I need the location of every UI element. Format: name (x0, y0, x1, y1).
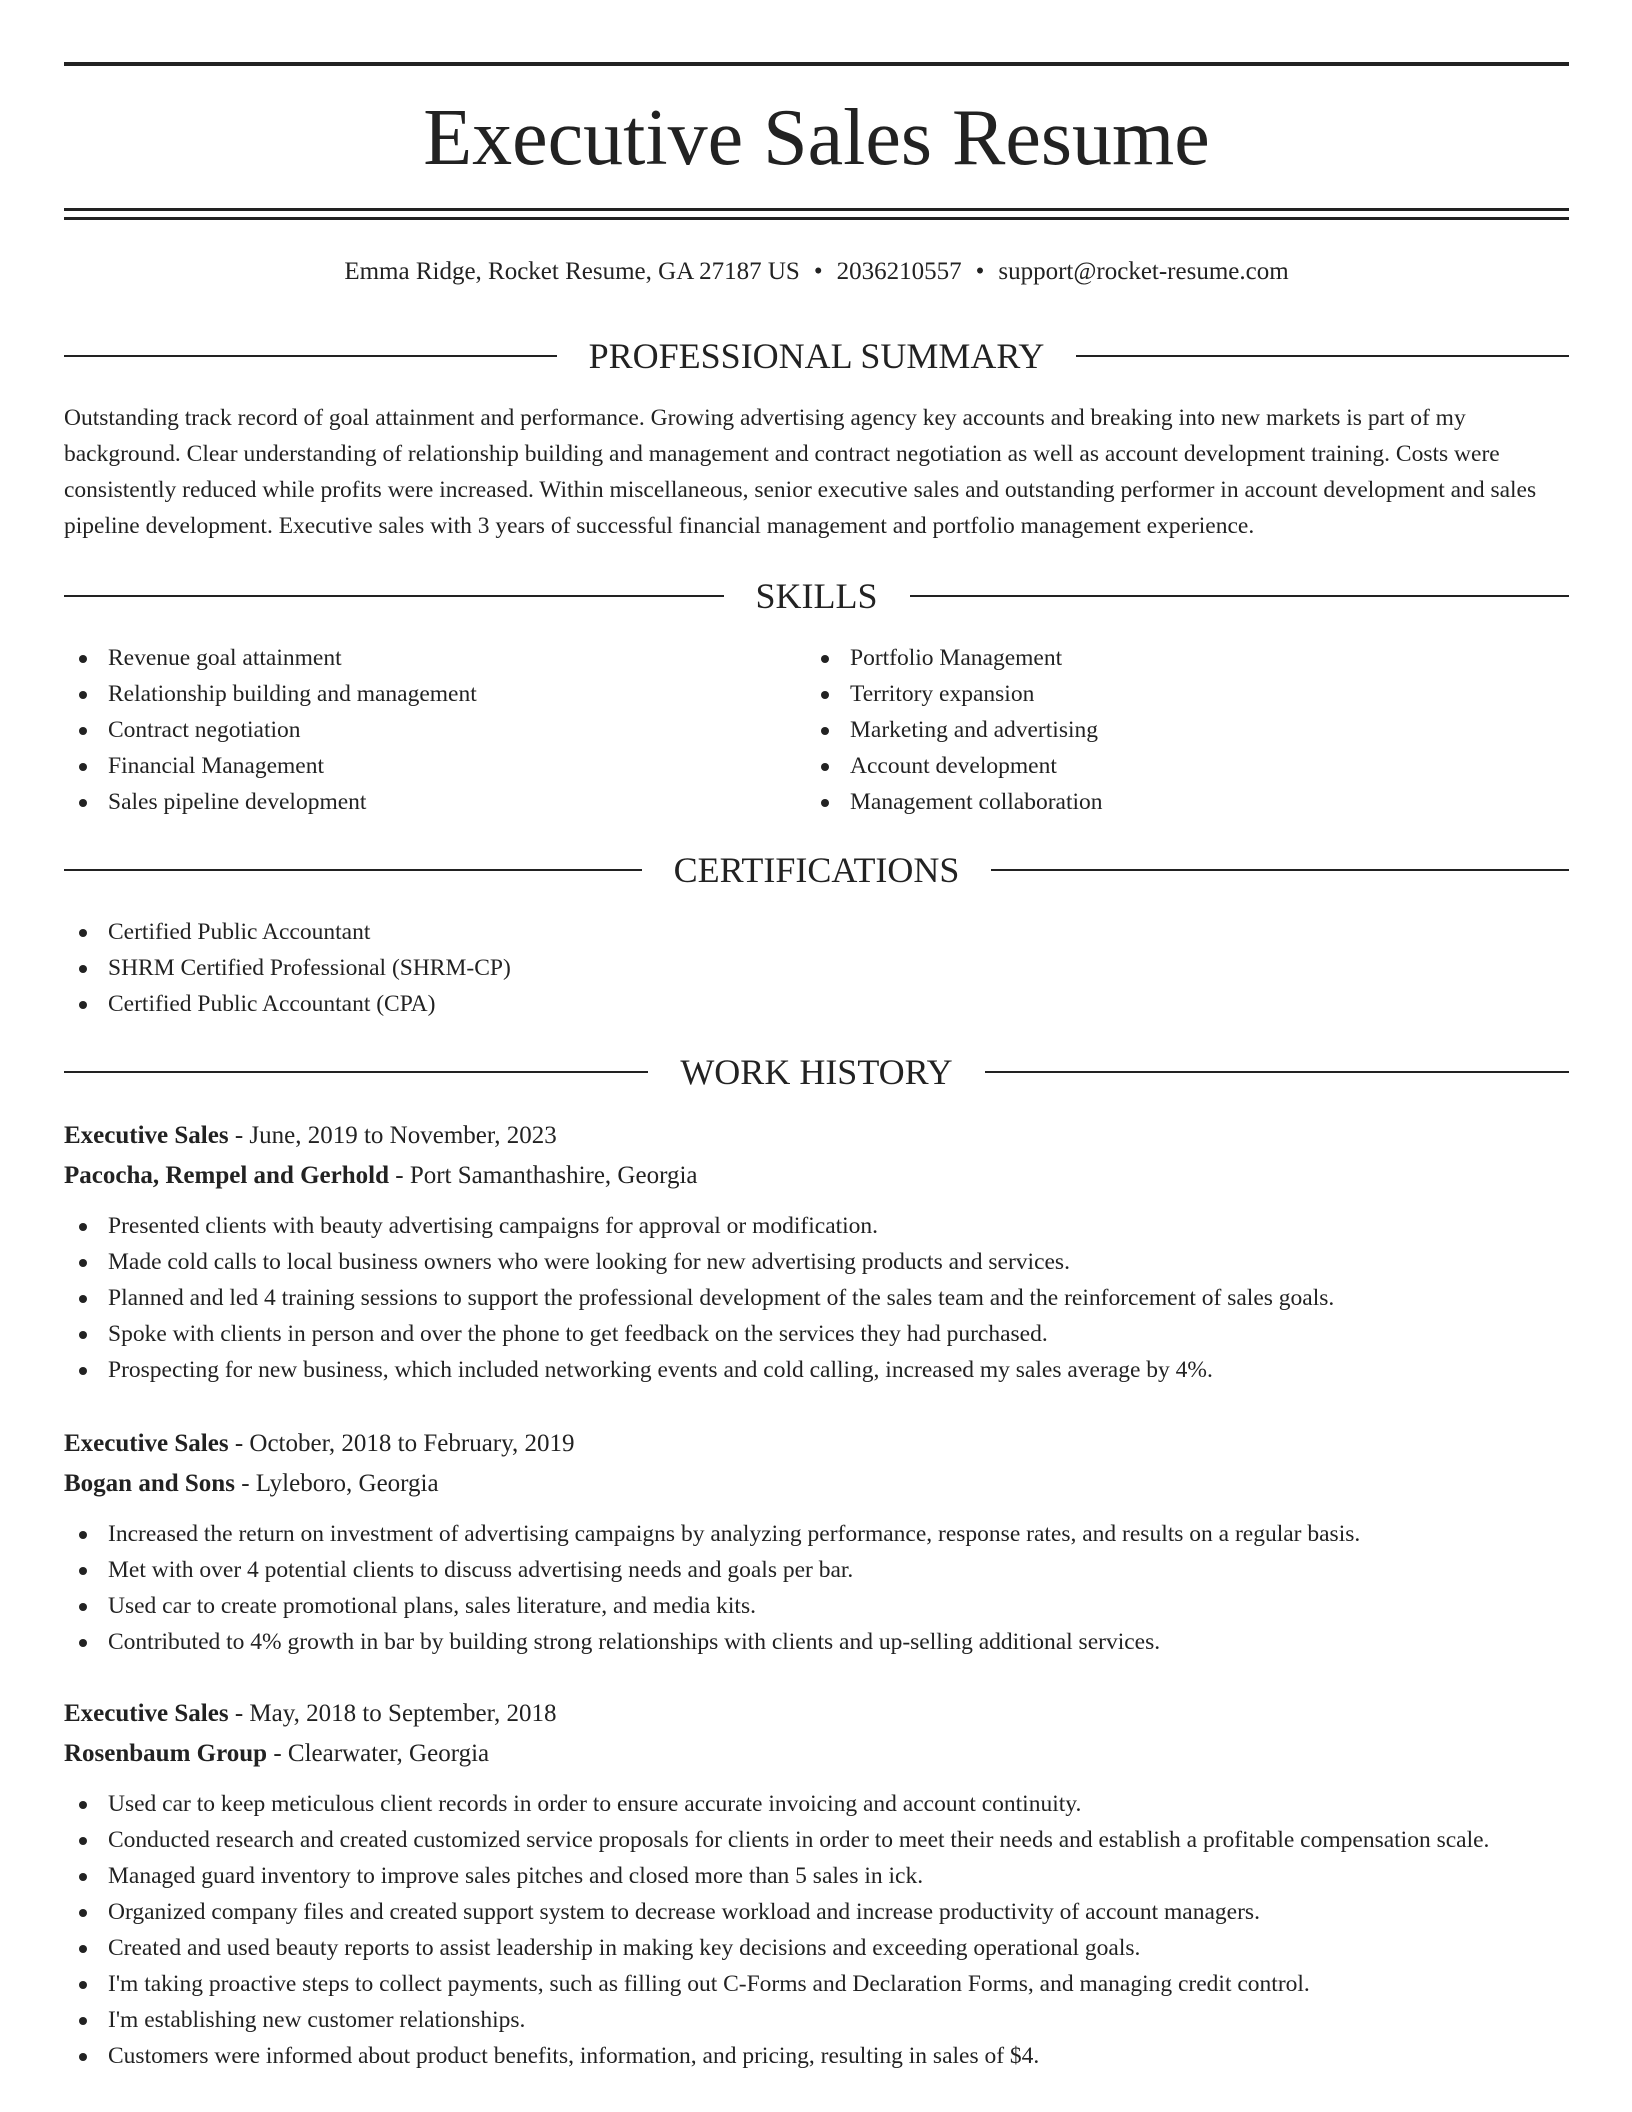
job-bullet: I'm establishing new customer relationships. (64, 2002, 1569, 2038)
certification-item: Certified Public Accountant (64, 914, 1569, 950)
job-bullet: Managed guard inventory to improve sales pitches and closed more than 5 sales in ick. (64, 1858, 1569, 1894)
heading-rule-left (64, 1071, 648, 1073)
certification-item: SHRM Certified Professional (SHRM-CP) (64, 950, 1569, 986)
contact-separator: • (813, 258, 823, 285)
certifications-heading-label: CERTIFICATIONS (673, 850, 960, 890)
contact-address: Emma Ridge, Rocket Resume, GA 27187 US (344, 258, 800, 285)
skills-heading-label: SKILLS (755, 576, 878, 616)
job-title-line (64, 1116, 1569, 1156)
job-dates: - June, 2019 to November, 2023 (228, 1122, 557, 1149)
work-history-heading (64, 1050, 1569, 1094)
job-bullet: Organized company files and created support system to decrease workload and increase productivity of account managers. (64, 1894, 1569, 1930)
job-dates: - May, 2018 to September, 2018 (228, 1700, 557, 1727)
job-bullet: Contributed to 4% growth in bar by building strong relationships with clients and up-selling additional services. (64, 1624, 1569, 1660)
job-bullets (64, 1786, 1569, 2074)
job-bullet: Met with over 4 potential clients to discuss advertising needs and goals per bar. (64, 1552, 1569, 1588)
job-bullets (64, 1516, 1569, 1660)
job-company: Bogan and Sons (64, 1470, 235, 1497)
contact-separator: • (975, 258, 985, 285)
job-entry (64, 1694, 1569, 2074)
job-bullet: I'm taking proactive steps to collect payments, such as filling out C-Forms and Declaration Forms, and managing credit control. (64, 1966, 1569, 2002)
job-bullet: Spoke with clients in person and over the phone to get feedback on the services they had purchased. (64, 1316, 1569, 1352)
skill-item: Portfolio Management (806, 640, 1526, 676)
job-company: Pacocha, Rempel and Gerhold (64, 1162, 389, 1189)
skill-item: Revenue goal attainment (64, 640, 784, 676)
contact-email[interactable]: support@rocket-resume.com (998, 258, 1289, 285)
job-bullet: Made cold calls to local business owners who were looking for new advertising products and services. (64, 1244, 1569, 1280)
heading-rule-left (64, 869, 642, 871)
heading-rule-right (991, 869, 1569, 871)
job-company-line (64, 1464, 1569, 1504)
double-rule (64, 208, 1569, 220)
skill-item: Sales pipeline development (64, 784, 784, 820)
job-location: - Port Samanthashire, Georgia (389, 1162, 698, 1189)
skill-item: Marketing and advertising (806, 712, 1526, 748)
job-bullet: Increased the return on investment of advertising campaigns by analyzing performance, response rates, and results on a regular basis. (64, 1516, 1569, 1552)
skills-left-column (64, 640, 784, 820)
job-entry (64, 1116, 1569, 1388)
job-company-line (64, 1156, 1569, 1196)
job-bullet: Used car to create promotional plans, sales literature, and media kits. (64, 1588, 1569, 1624)
skill-item: Financial Management (64, 748, 784, 784)
job-title-line (64, 1694, 1569, 1734)
heading-rule-right (1076, 355, 1569, 357)
heading-rule-right (910, 595, 1570, 597)
certification-item: Certified Public Accountant (CPA) (64, 986, 1569, 1022)
contact-line (64, 254, 1569, 290)
job-bullet: Customers were informed about product benefits, information, and pricing, resulting in sales of $4. (64, 2038, 1569, 2074)
job-bullet: Used car to keep meticulous client records in order to ensure accurate invoicing and account continuity. (64, 1786, 1569, 1822)
contact-phone: 2036210557 (836, 258, 962, 285)
heading-rule-left (64, 595, 724, 597)
heading-rule-left (64, 355, 557, 357)
job-bullet: Prospecting for new business, which included networking events and cold calling, increased my sales average by 4%. (64, 1352, 1569, 1388)
job-company: Rosenbaum Group (64, 1740, 268, 1767)
certifications-list (64, 914, 1569, 1022)
skill-item: Contract negotiation (64, 712, 784, 748)
job-location: - Lyleboro, Georgia (234, 1470, 439, 1497)
skills-heading (64, 574, 1569, 618)
skill-item: Management collaboration (806, 784, 1526, 820)
job-location: - Clearwater, Georgia (267, 1740, 490, 1767)
resume-title: Executive Sales Resume (423, 94, 1210, 182)
skill-item: Relationship building and management (64, 676, 784, 712)
summary-heading-label: PROFESSIONAL SUMMARY (588, 336, 1045, 376)
summary-text: Outstanding track record of goal attainment and performance. Growing advertising agency key accounts and breaking into new markets is part of my background. Clear understanding of relationship building and management and contract negotiation as well as account development training. Costs were consistently reduced while profits were increased. Within miscellaneous, senior executive sales and outstanding performer in account development and sales pipeline development. Executive sales with 3 years of successful financial management and portfolio management experience. (64, 405, 1537, 539)
heading-rule-right (985, 1071, 1569, 1073)
job-title-line (64, 1424, 1569, 1464)
work-history-heading-label: WORK HISTORY (680, 1052, 953, 1092)
job-bullet: Planned and led 4 training sessions to support the professional development of the sales team and the reinforcement of sales goals. (64, 1280, 1569, 1316)
job-bullets (64, 1208, 1569, 1388)
job-company-line (64, 1734, 1569, 1774)
skill-item: Territory expansion (806, 676, 1526, 712)
job-bullet: Presented clients with beauty advertising campaigns for approval or modification. (64, 1208, 1569, 1244)
top-rule (64, 62, 1569, 66)
certifications-heading (64, 848, 1569, 892)
job-entry (64, 1424, 1569, 1660)
skill-item: Account development (806, 748, 1526, 784)
job-title: Executive Sales (64, 1700, 229, 1727)
skills-right-column (806, 640, 1526, 820)
summary-heading (64, 334, 1569, 378)
job-bullet: Created and used beauty reports to assist leadership in making key decisions and exceeding operational goals. (64, 1930, 1569, 1966)
job-title: Executive Sales (64, 1430, 229, 1457)
job-dates: - October, 2018 to February, 2019 (228, 1430, 575, 1457)
job-title: Executive Sales (64, 1122, 229, 1149)
job-bullet: Conducted research and created customized service proposals for clients in order to meet their needs and establish a profitable compensation scale. (64, 1822, 1569, 1858)
